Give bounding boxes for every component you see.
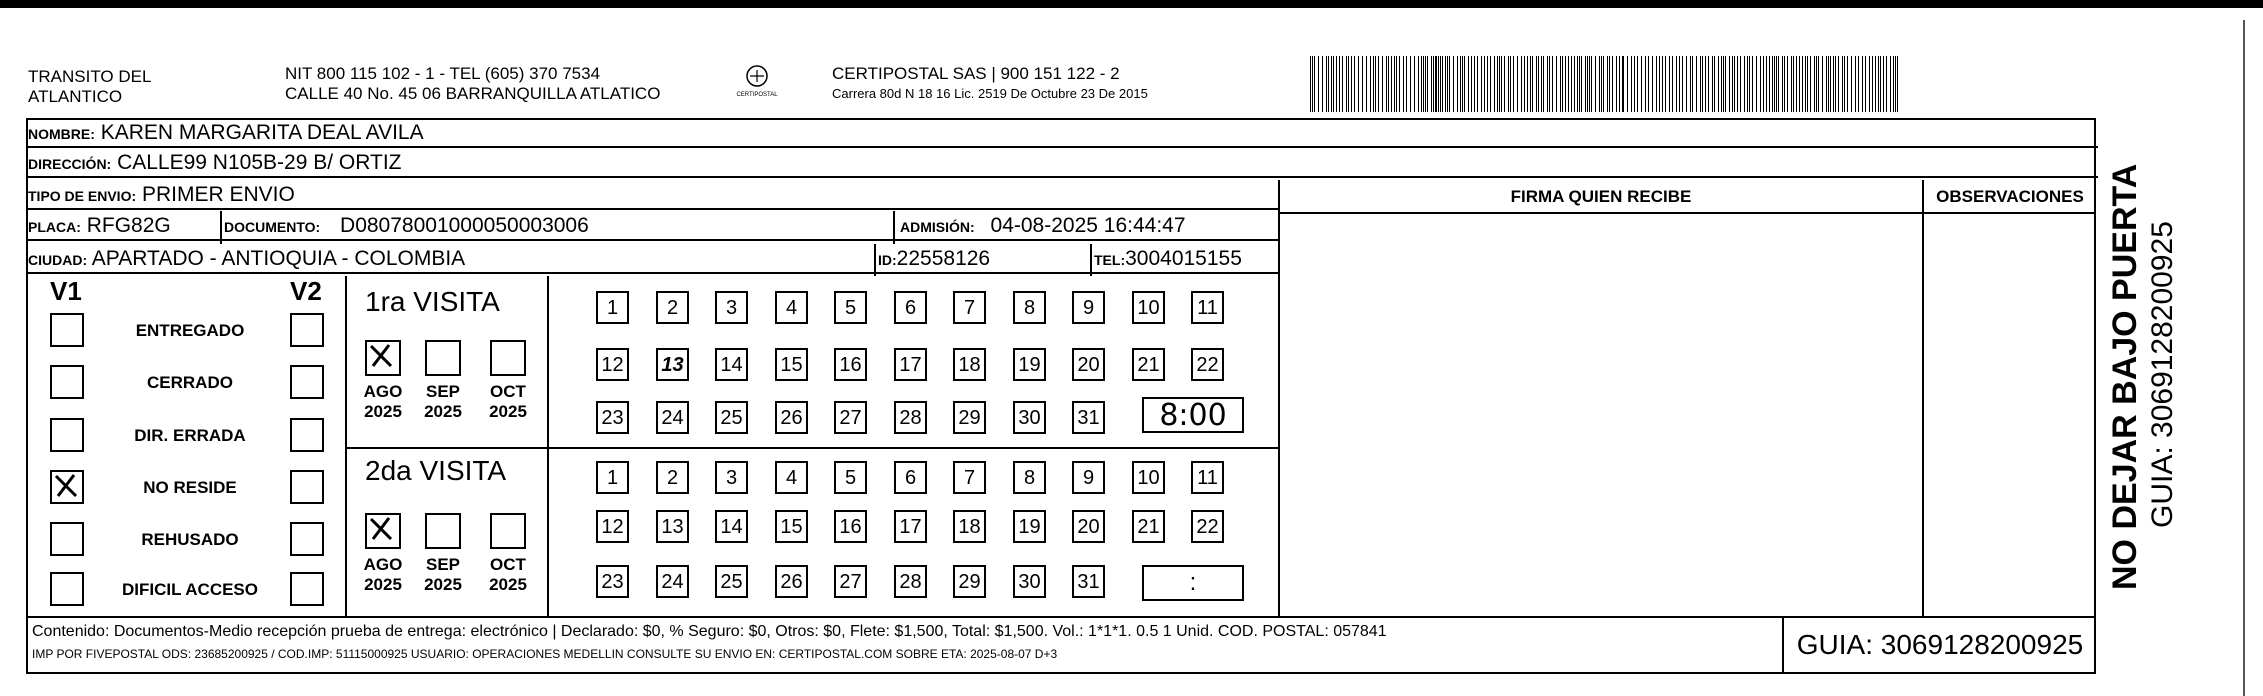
visit1-day-box[interactable]: 12	[596, 348, 629, 381]
divider	[874, 244, 876, 276]
scan-edge	[0, 0, 2263, 8]
address-line: CALLE 40 No. 45 06 BARRANQUILLA ATLATICO	[285, 84, 661, 103]
visit2-day-box[interactable]: 1	[596, 461, 629, 494]
visit2-day-box[interactable]: 5	[834, 461, 867, 494]
direccion-value: CALLE99 N105B-29 B/ ORTIZ	[117, 151, 402, 174]
v1-checkbox[interactable]	[50, 470, 84, 504]
visit1-day-box[interactable]: 1	[596, 291, 629, 324]
visit1-day-box[interactable]: 27	[834, 401, 867, 434]
visit-divider	[345, 447, 1278, 449]
visit1-month-label	[419, 382, 467, 422]
footer-imp: IMP POR FIVEPOSTAL ODS: 23685200925 / COD.IMP: 51115000925 USUARIO: OPERACIONES MEDELLIN CONSULTE SU ENVIO EN: CERTIPOSTAL.COM SOBRE ETA: 2025-08-07 D+3	[32, 647, 1058, 661]
v2-checkbox[interactable]	[290, 365, 324, 399]
visit1-day-box[interactable]: 11	[1191, 291, 1224, 324]
nit-line: NIT 800 115 102 - 1 - TEL (605) 370 7534	[285, 64, 601, 83]
visit1-day-box[interactable]: 23	[596, 401, 629, 434]
documento-value: D08078001000050003006	[340, 214, 589, 237]
v1-checkbox[interactable]	[50, 418, 84, 452]
visit1-day-box[interactable]: 4	[775, 291, 808, 324]
entity-line-2: ATLANTICO	[28, 87, 123, 106]
side-warning: NO DEJAR BAJO PUERTA	[2106, 163, 2144, 590]
visit1-day-box[interactable]: 5	[834, 291, 867, 324]
month-name: AGO	[363, 555, 403, 574]
observaciones-header: OBSERVACIONES	[1924, 180, 2096, 214]
visit1-day-box[interactable]: 9	[1072, 291, 1105, 324]
visit2-time-field[interactable]: :	[1142, 565, 1244, 601]
admision-value: 04-08-2025 16:44:47	[990, 214, 1186, 237]
row-placa	[28, 211, 1280, 241]
status-label-2: DIR. ERRADA	[134, 426, 246, 445]
visit2-month-label	[484, 555, 532, 595]
visit1-day-box[interactable]: 3	[715, 291, 748, 324]
visit2-month-checkbox[interactable]	[490, 513, 526, 549]
visit2-day-box[interactable]: 7	[953, 461, 986, 494]
visit1-month-checkbox[interactable]	[425, 340, 461, 376]
visit1-day-box[interactable]: 8	[1013, 291, 1046, 324]
footer-guia: GUIA: 3069128200925	[1796, 629, 2084, 660]
company-line-2: Carrera 80d N 18 16 Lic. 2519 De Octubre 23 De 2015	[832, 86, 1148, 101]
placa-label: PLACA:	[28, 219, 81, 235]
certipostal-logo-icon	[732, 62, 782, 106]
visit1-month-label	[484, 382, 532, 422]
v2-checkbox[interactable]	[290, 470, 324, 504]
visit1-month-checkbox[interactable]	[365, 340, 401, 376]
v2-label: V2	[290, 276, 322, 306]
admision-cell	[900, 211, 1186, 242]
visit2-day-box[interactable]: 15	[775, 510, 808, 543]
company-line-1: CERTIPOSTAL SAS | 900 151 122 - 2	[832, 64, 1120, 83]
v1-checkbox[interactable]	[50, 522, 84, 556]
month-name: OCT	[490, 382, 526, 401]
entity-name	[28, 67, 151, 107]
status-divider	[345, 276, 347, 616]
visit2-day-box[interactable]: 29	[953, 565, 986, 598]
visit2-day-box[interactable]: 2	[656, 461, 689, 494]
visit2-day-box[interactable]: 10	[1132, 461, 1165, 494]
visit2-title: 2da VISITA	[365, 455, 507, 486]
visit1-day-box[interactable]: 2	[656, 291, 689, 324]
visit2-day-box[interactable]: 8	[1013, 461, 1046, 494]
visit2-month-label	[419, 555, 467, 595]
v2-checkbox[interactable]	[290, 418, 324, 452]
visit2-day-box[interactable]: 19	[1013, 510, 1046, 543]
v2-checkbox[interactable]	[290, 572, 324, 606]
footer-contenido: Contenido: Documentos-Medio recepción prueba de entrega: electrónico | Declarado: $0, % Seguro: $0, Otros: $0, Flete: $1,500, Total: $1,500. Vol.: 1*1*1. 0.5 1 Unid. COD. POSTAL: 057841	[32, 623, 1387, 640]
visit1-day-box[interactable]: 30	[1013, 401, 1046, 434]
firma-area[interactable]	[1282, 214, 1920, 614]
v1-checkbox[interactable]	[50, 572, 84, 606]
month-year: 2025	[424, 402, 462, 421]
visit1-time-field[interactable]: 8:00	[1142, 397, 1244, 433]
visit1-day-box[interactable]: 25	[715, 401, 748, 434]
visit2-day-box[interactable]: 6	[894, 461, 927, 494]
visit2-day-box[interactable]: 27	[834, 565, 867, 598]
nombre-value: KAREN MARGARITA DEAL AVILA	[100, 121, 424, 144]
entity-contact	[285, 64, 660, 104]
visit2-day-box[interactable]: 18	[953, 510, 986, 543]
admision-label: ADMISIÓN:	[900, 219, 975, 235]
visit2-month-checkbox[interactable]	[365, 513, 401, 549]
visit2-day-box[interactable]: 26	[775, 565, 808, 598]
visit1-day-box[interactable]: 19	[1013, 348, 1046, 381]
visit1-day-box[interactable]: 13	[656, 348, 689, 381]
v1-checkbox[interactable]	[50, 313, 84, 347]
v1-label: V1	[50, 276, 82, 306]
row-tipo	[28, 180, 1280, 210]
tel-cell	[1094, 244, 1242, 275]
visit2-day-box[interactable]: 16	[834, 510, 867, 543]
v2-checkbox[interactable]	[290, 522, 324, 556]
visit1-day-box[interactable]: 24	[656, 401, 689, 434]
tipo-label: TIPO DE ENVIO:	[28, 188, 137, 204]
status-label-4: REHUSADO	[141, 530, 239, 549]
divider	[893, 211, 895, 244]
month-name: OCT	[490, 555, 526, 574]
visit2-day-box[interactable]: 22	[1191, 510, 1224, 543]
visit1-day-box[interactable]: 21	[1132, 348, 1165, 381]
visit1-day-box[interactable]: 10	[1132, 291, 1165, 324]
placa-value: RFG82G	[86, 214, 171, 237]
visit1-day-box[interactable]: 7	[953, 291, 986, 324]
visit1-day-box[interactable]: 20	[1072, 348, 1105, 381]
month-name: AGO	[363, 382, 403, 401]
tel-value: 3004015155	[1125, 247, 1242, 270]
visit1-day-box[interactable]: 6	[894, 291, 927, 324]
company-info	[832, 64, 1148, 102]
month-year: 2025	[489, 575, 527, 594]
svg-text:CERTIPOSTAL: CERTIPOSTAL	[736, 92, 778, 98]
barcode-icon	[1310, 56, 1905, 112]
visit1-day-box[interactable]: 14	[715, 348, 748, 381]
observaciones-divider	[1922, 180, 1924, 616]
month-year: 2025	[489, 402, 527, 421]
documento-cell	[224, 211, 589, 242]
visit2-day-box[interactable]: 25	[715, 565, 748, 598]
status-label-3: NO RESIDE	[143, 478, 237, 497]
ciudad-value: APARTADO - ANTIOQUIA - COLOMBIA	[91, 247, 466, 270]
month-year: 2025	[364, 575, 402, 594]
scan-edge-left	[0, 8, 2263, 20]
visit2-day-box[interactable]: 24	[656, 565, 689, 598]
month-name: SEP	[425, 382, 461, 401]
visit2-day-box[interactable]: 13	[656, 510, 689, 543]
visit1-day-box[interactable]: 16	[834, 348, 867, 381]
month-year: 2025	[364, 402, 402, 421]
visit2-day-box[interactable]: 12	[596, 510, 629, 543]
observaciones-area[interactable]	[1926, 214, 2094, 614]
visit2-day-box[interactable]: 17	[894, 510, 927, 543]
id-label: ID:	[878, 252, 897, 268]
row-direccion	[28, 148, 2098, 178]
visit1-day-box[interactable]: 31	[1072, 401, 1105, 434]
entity-line-1: TRANSITO DEL	[28, 67, 152, 86]
status-label-5: DIFICIL ACCESO	[121, 580, 258, 599]
visit1-day-box[interactable]: 17	[894, 348, 927, 381]
firma-header: FIRMA QUIEN RECIBE	[1280, 180, 1922, 214]
status-label-0: ENTREGADO	[135, 321, 245, 340]
status-label-1: CERRADO	[147, 373, 233, 392]
visit1-day-box[interactable]: 28	[894, 401, 927, 434]
visit2-month-checkbox[interactable]	[425, 513, 461, 549]
visit2-day-box[interactable]: 14	[715, 510, 748, 543]
months-divider	[547, 276, 549, 616]
v1-checkbox[interactable]	[50, 365, 84, 399]
v2-checkbox[interactable]	[290, 313, 324, 347]
month-name: SEP	[425, 555, 461, 574]
tel-label: TEL:	[1094, 252, 1126, 268]
visit1-month-label	[359, 382, 407, 422]
visit2-day-box[interactable]: 28	[894, 565, 927, 598]
visit1-day-box[interactable]: 15	[775, 348, 808, 381]
direccion-label: DIRECCIÓN:	[28, 156, 112, 172]
visit2-day-box[interactable]: 23	[596, 565, 629, 598]
tipo-value: PRIMER ENVIO	[141, 183, 295, 206]
row-ciudad	[28, 244, 1280, 274]
visit1-day-box[interactable]: 18	[953, 348, 986, 381]
visit2-day-box[interactable]: 11	[1191, 461, 1224, 494]
visit2-day-box[interactable]: 3	[715, 461, 748, 494]
paper-edge	[2243, 20, 2245, 696]
visit2-day-box[interactable]: 20	[1072, 510, 1105, 543]
visit2-day-box[interactable]: 30	[1013, 565, 1046, 598]
id-value: 22558126	[896, 247, 991, 270]
divider	[220, 211, 222, 244]
visit2-month-label	[359, 555, 407, 595]
side-guia: GUIA: 3069128200925	[2146, 221, 2179, 528]
nombre-label: NOMBRE:	[28, 126, 95, 142]
visit1-day-box[interactable]: 22	[1191, 348, 1224, 381]
visit2-day-box[interactable]: 4	[775, 461, 808, 494]
visit1-month-checkbox[interactable]	[490, 340, 526, 376]
divider	[1090, 244, 1092, 276]
visit2-day-box[interactable]: 9	[1072, 461, 1105, 494]
row-nombre	[28, 118, 2098, 148]
visit2-day-box[interactable]: 31	[1072, 565, 1105, 598]
visit1-day-box[interactable]: 26	[775, 401, 808, 434]
documento-label: DOCUMENTO:	[224, 219, 321, 235]
firma-divider	[1278, 180, 1280, 616]
visit1-day-box[interactable]: 29	[953, 401, 986, 434]
visit2-day-box[interactable]: 21	[1132, 510, 1165, 543]
ciudad-label: CIUDAD:	[28, 252, 88, 268]
month-year: 2025	[424, 575, 462, 594]
id-cell	[878, 244, 990, 275]
visit1-title: 1ra VISITA	[365, 286, 500, 317]
